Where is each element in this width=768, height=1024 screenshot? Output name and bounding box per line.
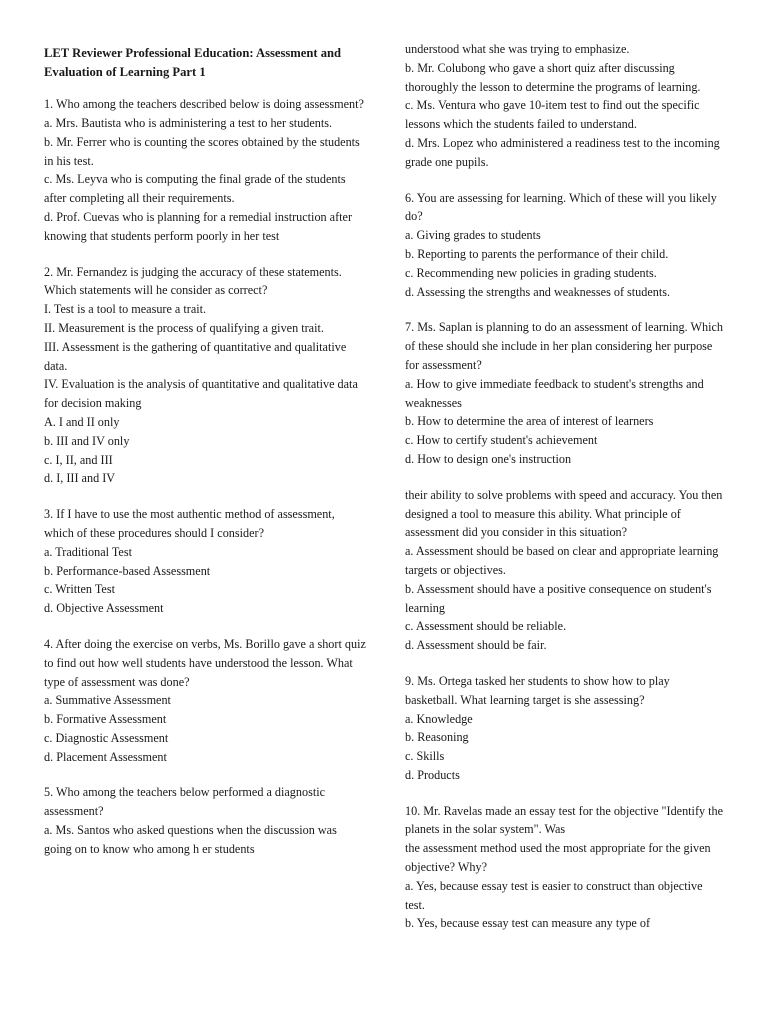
option: b. Performance-based Assessment xyxy=(44,563,211,578)
right-column xyxy=(405,44,725,950)
option: c. Written Test xyxy=(44,582,115,597)
option: a. Mrs. Bautista who is administering a test to her students. xyxy=(44,115,333,130)
question-6 xyxy=(405,189,725,302)
option: c. Skills xyxy=(405,749,445,764)
option: b. Formative Assessment xyxy=(44,712,167,727)
question-5-continuation xyxy=(405,40,725,172)
option: b. Assessment should have a positive consequence on student's learning xyxy=(405,581,712,615)
option: a. Giving grades to students xyxy=(405,228,541,243)
question-7 xyxy=(405,318,725,468)
statement: I. Test is a tool to measure a trait. xyxy=(44,302,207,317)
option: d. I, III and IV xyxy=(44,471,116,486)
option: c. How to certify student's achievement xyxy=(405,433,598,448)
option: b. Reporting to parents the performance of their child. xyxy=(405,246,669,261)
option: c. Recommending new policies in grading students. xyxy=(405,265,657,280)
question-1 xyxy=(44,95,366,245)
option: d. How to design one's instruction xyxy=(405,451,572,466)
option: a. Summative Assessment xyxy=(44,693,171,708)
question-stem: 9. Ms. Ortega tasked her students to show how to play basketball. What learning target is she assessing? xyxy=(405,673,670,707)
statement: II. Measurement is the process of qualifying a given trait. xyxy=(44,320,324,335)
option: d. Objective Assessment xyxy=(44,601,164,616)
statement: IV. Evaluation is the analysis of quantitative and qualitative data for decision making xyxy=(44,377,358,411)
question-stem: 7. Ms. Saplan is planning to do an assessment of learning. Which of these should she include in her plan considering her purpose for assessment? xyxy=(405,320,723,372)
option: d. Assessment should be fair. xyxy=(405,638,547,653)
option: a. Yes, because essay test is easier to construct than objective test. xyxy=(405,878,703,912)
question-stem: 4. After doing the exercise on verbs, Ms. Borillo gave a short quiz to find out how well students have understood the lesson. What type of assessment was done? xyxy=(44,636,366,689)
question-9 xyxy=(405,672,725,785)
option: d. Placement Assessment xyxy=(44,749,167,764)
question-stem: 3. If I have to use the most authentic method of assessment, which of these procedures should I consider? xyxy=(44,507,335,540)
question-8 xyxy=(405,486,725,655)
option: A. I and II only xyxy=(44,414,120,429)
option: d. Assessing the strengths and weaknesses of students. xyxy=(405,284,671,299)
option: c. Ms. Ventura who gave 10-item test to find out the specific lessons which the students failed to understand. xyxy=(405,98,700,132)
option: c. Diagnostic Assessment xyxy=(44,730,169,745)
question-stem: 10. Mr. Ravelas made an essay test for the objective "Identify the planets in the solar system". Was the assessment method used the most appropriate for the given objective? Why? xyxy=(405,803,724,875)
question-stem: 5. Who among the teachers below performed a diagnostic assessment? xyxy=(44,785,326,819)
option: c. I, II, and III xyxy=(44,452,113,467)
option: c. Assessment should be reliable. xyxy=(405,619,567,634)
option: d. Products xyxy=(405,767,460,782)
question-10 xyxy=(405,802,725,934)
left-column xyxy=(44,44,366,876)
option: b. Mr. Colubong who gave a short quiz after discussing thoroughly the lesson to determine the programs of learning. xyxy=(405,60,701,94)
option-continuation: understood what she was trying to emphasize. xyxy=(405,42,630,56)
question-stem: 1. Who among the teachers described below is doing assessment? xyxy=(44,97,364,112)
option: a. Ms. Santos who asked questions when the discussion was going on to know who among h er students xyxy=(44,823,337,856)
option: a. Assessment should be based on clear and appropriate learning targets or objectives. xyxy=(405,544,719,577)
question-5 xyxy=(44,783,366,858)
option: a. Knowledge xyxy=(405,711,473,726)
document-title: LET Reviewer Professional Education: Assessment and Evaluation of Learning Part 1 xyxy=(44,46,342,79)
option: d. Mrs. Lopez who administered a readiness test to the incoming grade one pupils. xyxy=(405,135,720,169)
option: c. Ms. Leyva who is computing the final grade of the students after completing all their requirements. xyxy=(44,172,346,206)
statement: III. Assessment is the gathering of quantitative and qualitative data. xyxy=(44,339,347,373)
question-4 xyxy=(44,635,366,767)
question-stem: 6. You are assessing for learning. Which of these will you likely do? xyxy=(405,190,717,224)
question-stem: 2. Mr. Fernandez is judging the accuracy of these statements. Which statements will he consider as correct? xyxy=(44,264,342,298)
question-3 xyxy=(44,505,366,618)
option: b. Yes, because essay test can measure any type of xyxy=(405,916,651,931)
option: b. Mr. Ferrer who is counting the scores obtained by the students in his test. xyxy=(44,134,360,168)
option: b. Reasoning xyxy=(405,730,469,745)
option: a. How to give immediate feedback to student's strengths and weaknesses xyxy=(405,376,704,410)
question-2 xyxy=(44,263,366,489)
option: b. How to determine the area of interest of learners xyxy=(405,414,654,429)
option: a. Traditional Test xyxy=(44,544,132,559)
option: d. Prof. Cuevas who is planning for a remedial instruction after knowing that students perform poorly in her test xyxy=(44,209,352,243)
option: b. III and IV only xyxy=(44,433,130,448)
question-stem: their ability to solve problems with speed and accuracy. You then designed a tool to measure this ability. What principle of assessment did you consider in this situation? xyxy=(405,487,723,540)
